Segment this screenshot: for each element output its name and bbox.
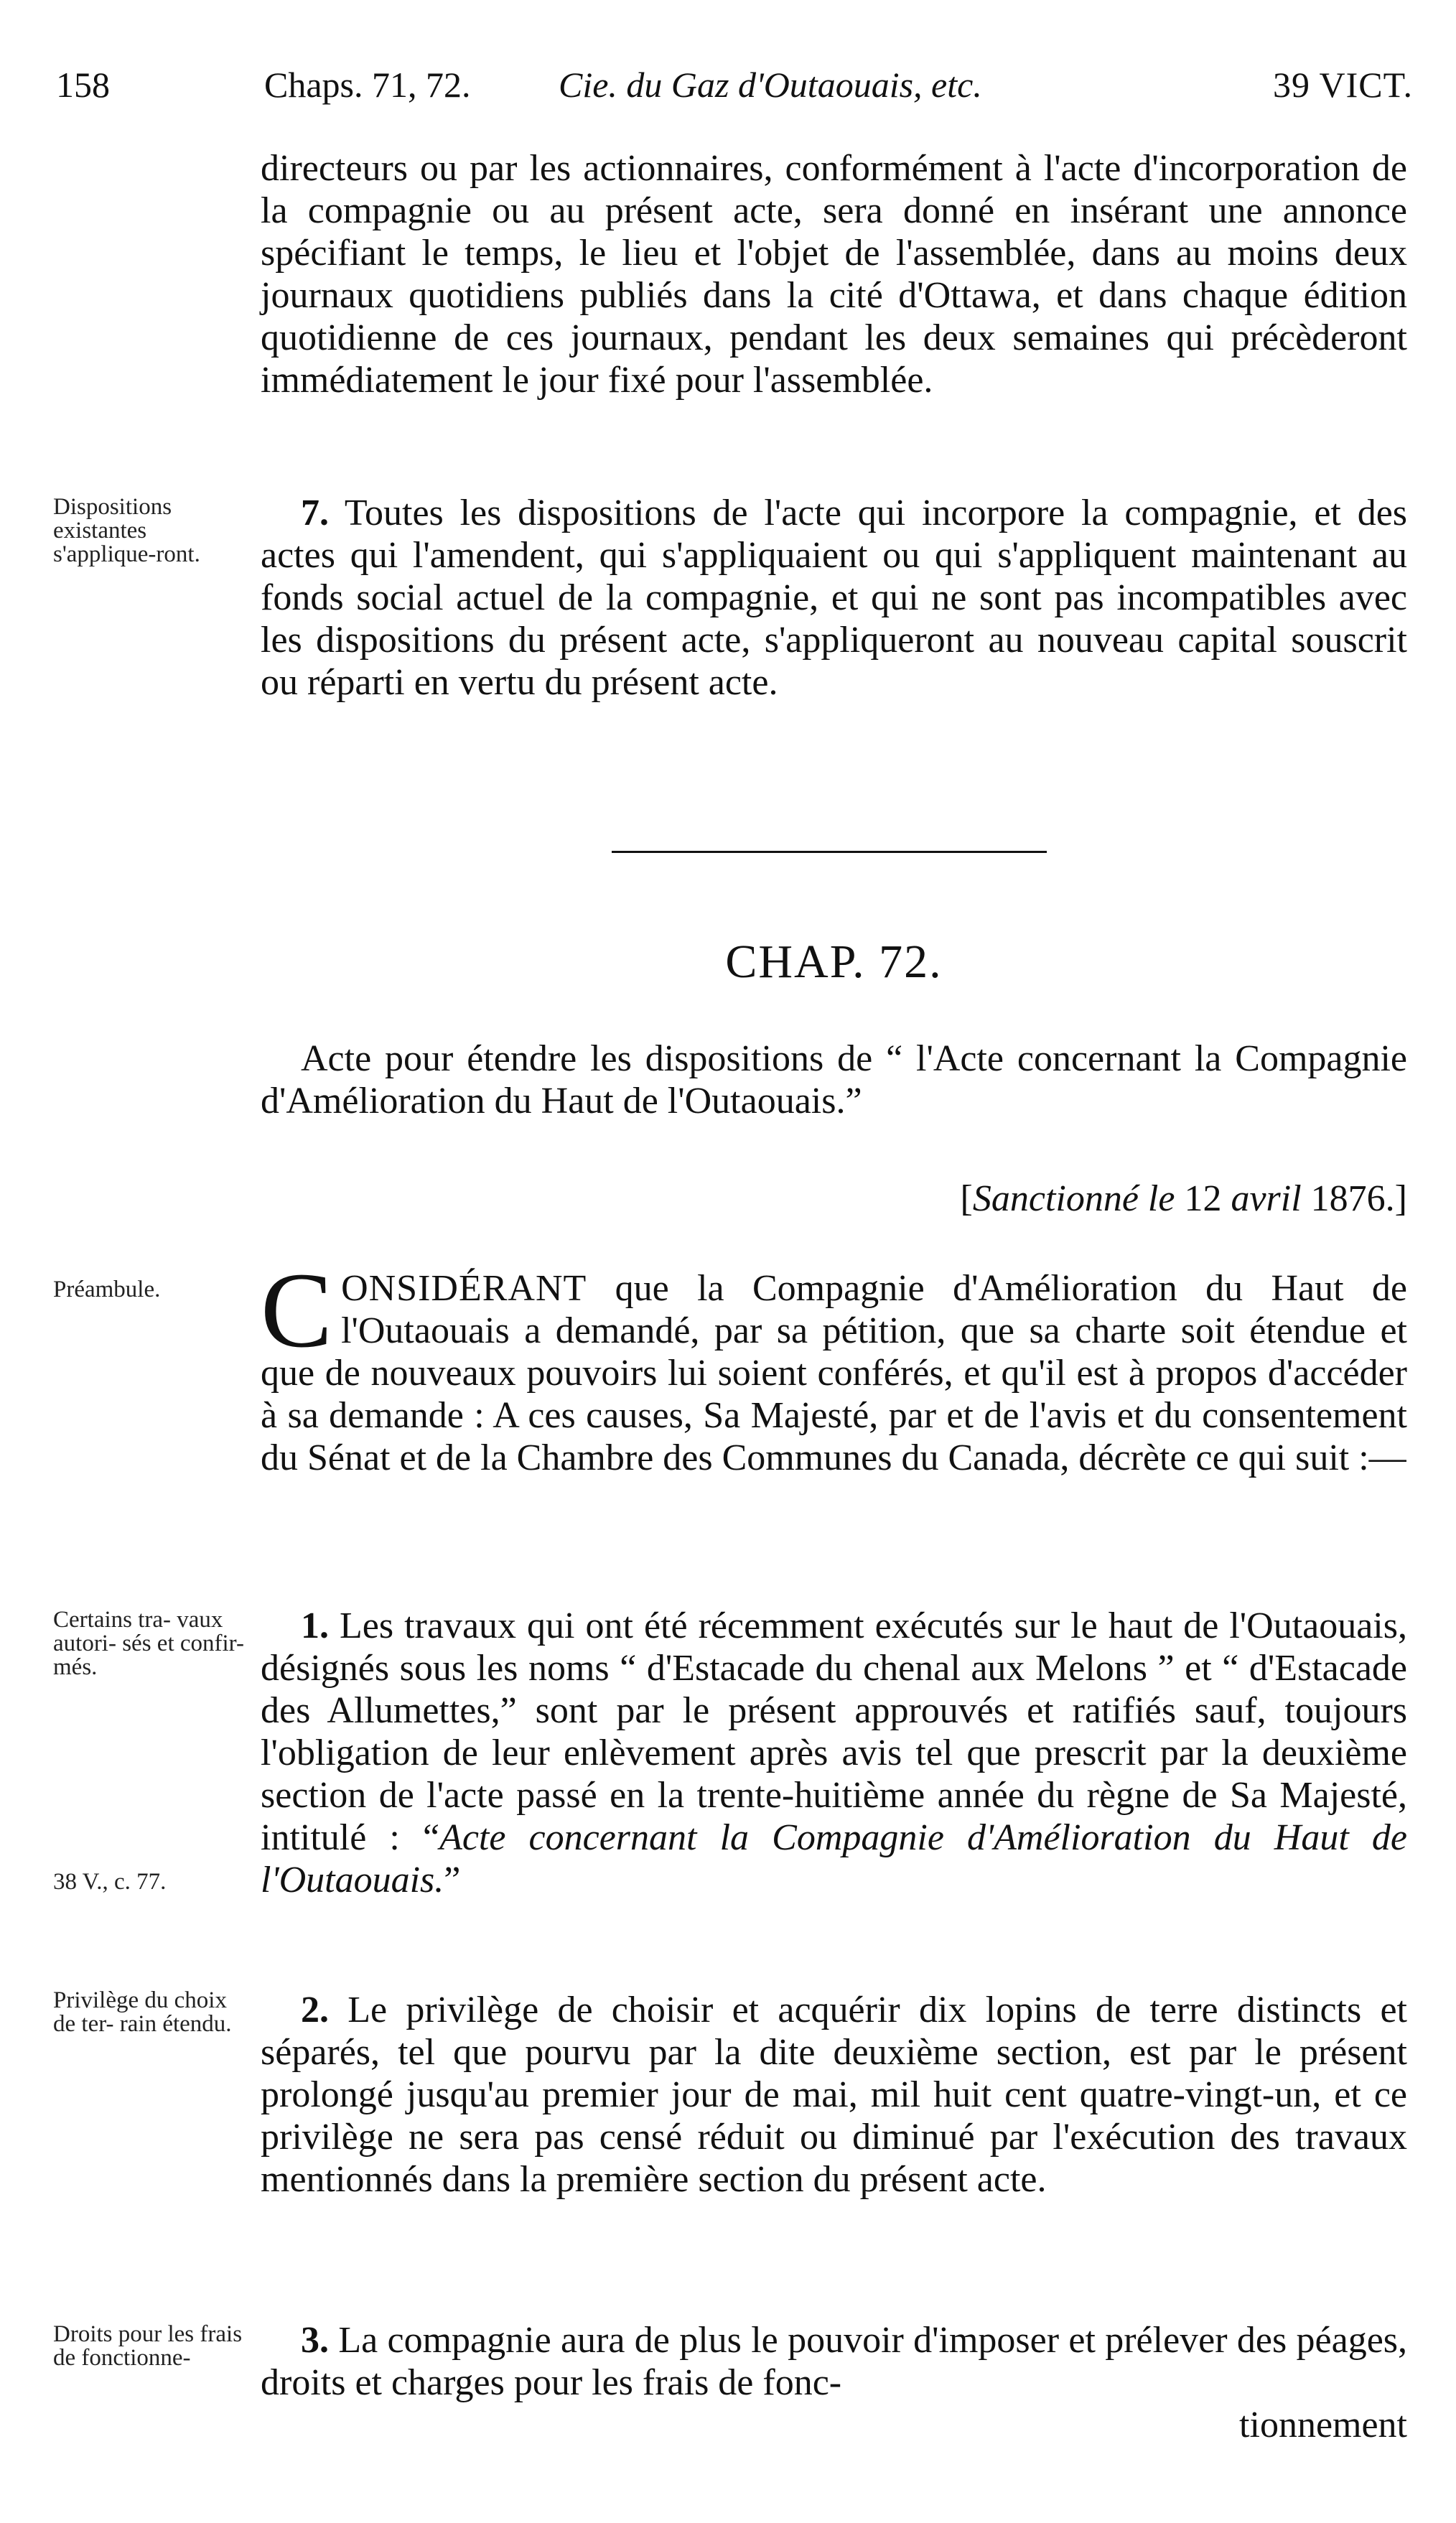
sanction-month: avril [1231, 1178, 1302, 1219]
section-7-text: Toutes les dispositions de l'acte qui incorpore la compagnie, et des actes qui l'amendent, qui s'appliquaient ou qui s'appliquent maintenant au fonds social actuel de la compagnie, et qui ne sont pas incompatibles avec les dispositions du présent acte, s'appliqueront au nouveau capital souscrit ou réparti en vertu du présent acte. [261, 493, 1408, 703]
section-3-text: La compagnie aura de plus le pouvoir d'imposer et prélever des péages, droits et charges pour les frais de fonc- [261, 2320, 1408, 2403]
section-1-act-title: Acte concernant la Compagnie d'Amélioration du Haut de l'Outaouais. [261, 1817, 1407, 1901]
section-7-number: 7. [301, 493, 329, 533]
section-2-text: Le privilège de choisir et acquérir dix lopins de terre distincts et séparés, tel que pourvu par la dite deuxième section, est par le présent prolongé jusqu'au premier jour de mai, mil huit cent quatre-vingt-un, et ce privilège ne sera pas censé réduit ou diminué par l'exécution des travaux mentionnés dans la première section du présent acte. [261, 1990, 1408, 2200]
section-3 [261, 2319, 1407, 2446]
continuation-text: directeurs ou par les actionnaires, conformément à l'acte d'incorporation de la compagnie ou au présent acte, sera donné en insérant une annonce spécifiant le temps, le lieu et l'objet de l'assemblée, dans au moins deux journaux quotidiens publiés dans la cité d'Ottawa, et dans chaque édition quotidienne de ces journaux, pendant les deux semaines qui précèderont immédiatement le jour fixé pour l'assemblée. [261, 148, 1407, 401]
sanction-italic: Sanctionné le [972, 1178, 1175, 1219]
sanction-line [961, 1177, 1407, 1221]
chapter-long-title-text: Acte pour étendre les dispositions de “ l'Acte concernant la Compagnie d'Amélioration du Haut de l'Outaouais.” [261, 1038, 1407, 1121]
continuation-paragraph [261, 147, 1407, 401]
header-regnal-year: 39 VICT. [1272, 65, 1413, 105]
header-running-title: Cie. du Gaz d'Outaouais, etc. [559, 65, 982, 105]
section-1-text-end: ” [444, 1860, 461, 1901]
margin-note-section-3: Droits pour les frais de fonctionne- [53, 2321, 243, 2371]
drop-cap: C [261, 1251, 333, 1370]
preamble-lead: ONSIDÉRANT [341, 1268, 587, 1309]
margin-note-section-7: Dispositions existantes s'applique-ront. [53, 494, 200, 567]
chapter-title: CHAP. 72. [725, 936, 943, 988]
preamble [261, 1251, 1408, 1479]
running-header [56, 56, 1413, 113]
sanction-bracket: [ [960, 1178, 973, 1219]
section-2-number: 2. [301, 1990, 329, 2030]
section-3-number: 3. [301, 2320, 329, 2361]
preamble-text: que la Compagnie d'Amélioration du Haut de l'Outaouais a demandé, par sa pétition, que sa charte soit étendue et que de nouveaux pouvoirs lui soient conférés, et qu'il est à propos d'accéder à sa demande : A ces causes, Sa Majesté, par et de l'avis et du consentement du Sénat et de la Chambre des Communes du Canada, décrète ce qui suit :— [261, 1268, 1408, 1478]
page-number: 158 [56, 65, 110, 105]
sanction-day: 12 [1184, 1178, 1222, 1219]
section-1-text: Les travaux qui ont été récemment exécutés sur le haut de l'Outaouais, désignés sous les noms “ d'Estacade du chenal aux Melons ” et “ d'Estacade des Allumettes,” sont par le présent approuvés et ratifiés sauf, toujours l'obligation de leur enlèvement après avis tel que prescrit par la deuxième section de l'acte passé en la trente-huitième année du règne de Sa Majesté, intitulé : “ [261, 1605, 1407, 1858]
margin-note-section-1: Certains tra- vaux autori- sés et confir- més. [53, 1607, 244, 1680]
section-1 [261, 1605, 1407, 1901]
section-7 [261, 492, 1407, 704]
margin-reference-section-1: 38 V., c. 77. [53, 1869, 167, 1895]
section-1-number: 1. [301, 1605, 329, 1646]
margin-note-preamble: Préambule. [53, 1277, 161, 1302]
margin-note-section-2: Privilège du choix de ter- rain étendu. [53, 1987, 232, 2037]
chapter-divider [612, 851, 1047, 853]
section-2 [261, 1989, 1407, 2201]
sanction-year: 1876.] [1310, 1178, 1407, 1219]
chapter-long-title [261, 1037, 1407, 1122]
header-chapters: Chaps. 71, 72. [264, 65, 471, 105]
catchword: tionnement [1239, 2405, 1407, 2445]
